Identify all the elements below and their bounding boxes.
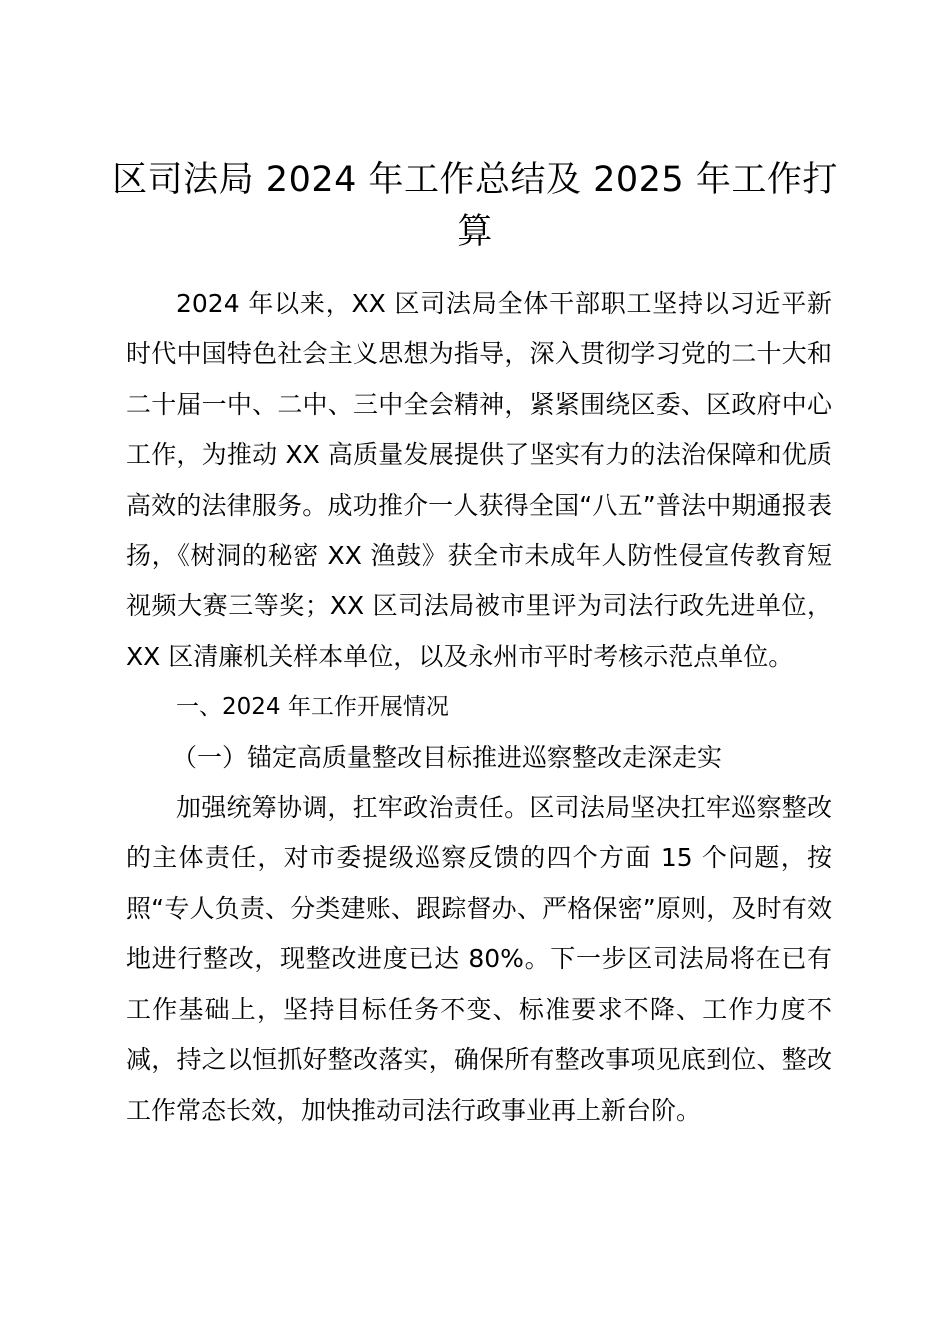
- intro-paragraph: 2024 年以来，XX 区司法局全体干部职工坚持以习近平新时代中国特色社会主义思想为指导，深入贯彻学习党的二十大和二十届一中、二中、三中全会精神，紧紧围绕区委、区政府中心工作，为推动 XX 高质量发展提供了坚实有力的法治保障和优质高效的法律服务。成功推介一人获得全国“八五”普法中期通报表扬，《树洞的秘密 XX 渔鼓》获全市未成年人防性侵宣传教育短视频大赛三等奖；XX 区司法局被市里评为司法行政先进单位，XX 区清廉机关样本单位，以及永州市平时考核示范点单位。: [126, 289, 832, 671]
- subsection-paragraph: 加强统筹协调，扛牢政治责任。区司法局坚决扛牢巡察整改的主体责任，对市委提级巡察反馈的四个方面 15 个问题，按照“专人负责、分类建账、跟踪督办、严格保密”原则，及时有效地进行整改，现整改进度已达 80%。下一步区司法局将在已有工作基础上，坚持目标任务不变、标准要求不降、工作力度不减，持之以恒抓好整改落实，确保所有整改事项见底到位、整改工作常态长效，加快推动司法行政事业再上新台阶。: [126, 793, 832, 1125]
- section-heading: 一、2024 年工作开展情况: [176, 694, 449, 721]
- document-body: [126, 279, 832, 1136]
- subsection-heading: （一）锚定高质量整改目标推进巡察整改走深走实: [172, 742, 723, 772]
- document-title: 区司法局 2024 年工作总结及 2025 年工作打算: [112, 160, 838, 252]
